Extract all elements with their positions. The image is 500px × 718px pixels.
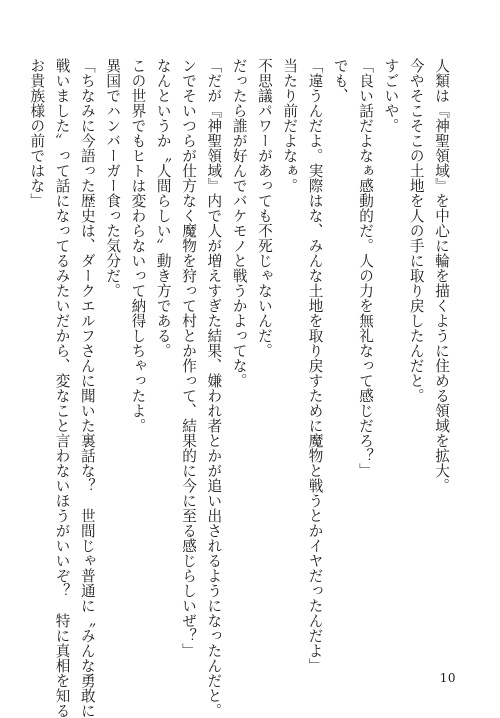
text-line-12: なんというか〝人間らしい〟動き方である。	[154, 58, 172, 358]
text-line-3: すごいや。	[382, 58, 400, 133]
text-line-2: 今やそこそこの土地を人の手に取り戻したんだと。	[407, 58, 425, 403]
text-line-8: 不思議パワーがあっても不死じゃないんだ。	[255, 58, 273, 358]
text-line-14: 異国でハンバーガー食った気分だ。	[104, 58, 122, 298]
text-line-5: でも、	[331, 58, 349, 103]
text-line-15: 「ちなみに今語った歴史は、ダークエルフさんに聞いた裏話な？ 世間じゃ普通に〝みんな勇敢に	[78, 58, 96, 718]
text-line-6: 「違うんだよ。実際はな、みんな土地を取り戻すために魔物と戦うとかイヤだったんだよ」	[306, 58, 324, 673]
text-line-1: 人類は『神聖領域』を中心に輪を描くように住める領域を拡大。	[433, 58, 450, 493]
text-line-4: 「良い話だよなぁ感動的だ。人の力を無礼なって感じだろ？」	[357, 58, 375, 478]
text-line-16: 戦いました〟って話になってるみたいだから、変なこと言わないほうがいいぞ？ 特に真相を知る	[53, 58, 71, 718]
text-line-9: だったら誰が好んでバケモノと戦うかよってな。	[230, 58, 248, 388]
text-line-7: 当たり前だよなぁ。	[281, 58, 299, 193]
text-line-11: ンでそいつらが仕方なく魔物を狩って村とか作って、結果的に今に至る感じらしいぜ？」	[180, 58, 198, 658]
text-line-10: 「だが『神聖領域』内で人が増えすぎた結果、嫌われ者とかが追い出されるようになったんだと。	[205, 58, 223, 718]
text-line-13: この世界でもヒトは変わらないって納得しちゃったよ。	[129, 58, 147, 433]
page-number: 10	[439, 671, 456, 685]
text-line-17: お貴族様の前ではな」	[28, 58, 46, 208]
